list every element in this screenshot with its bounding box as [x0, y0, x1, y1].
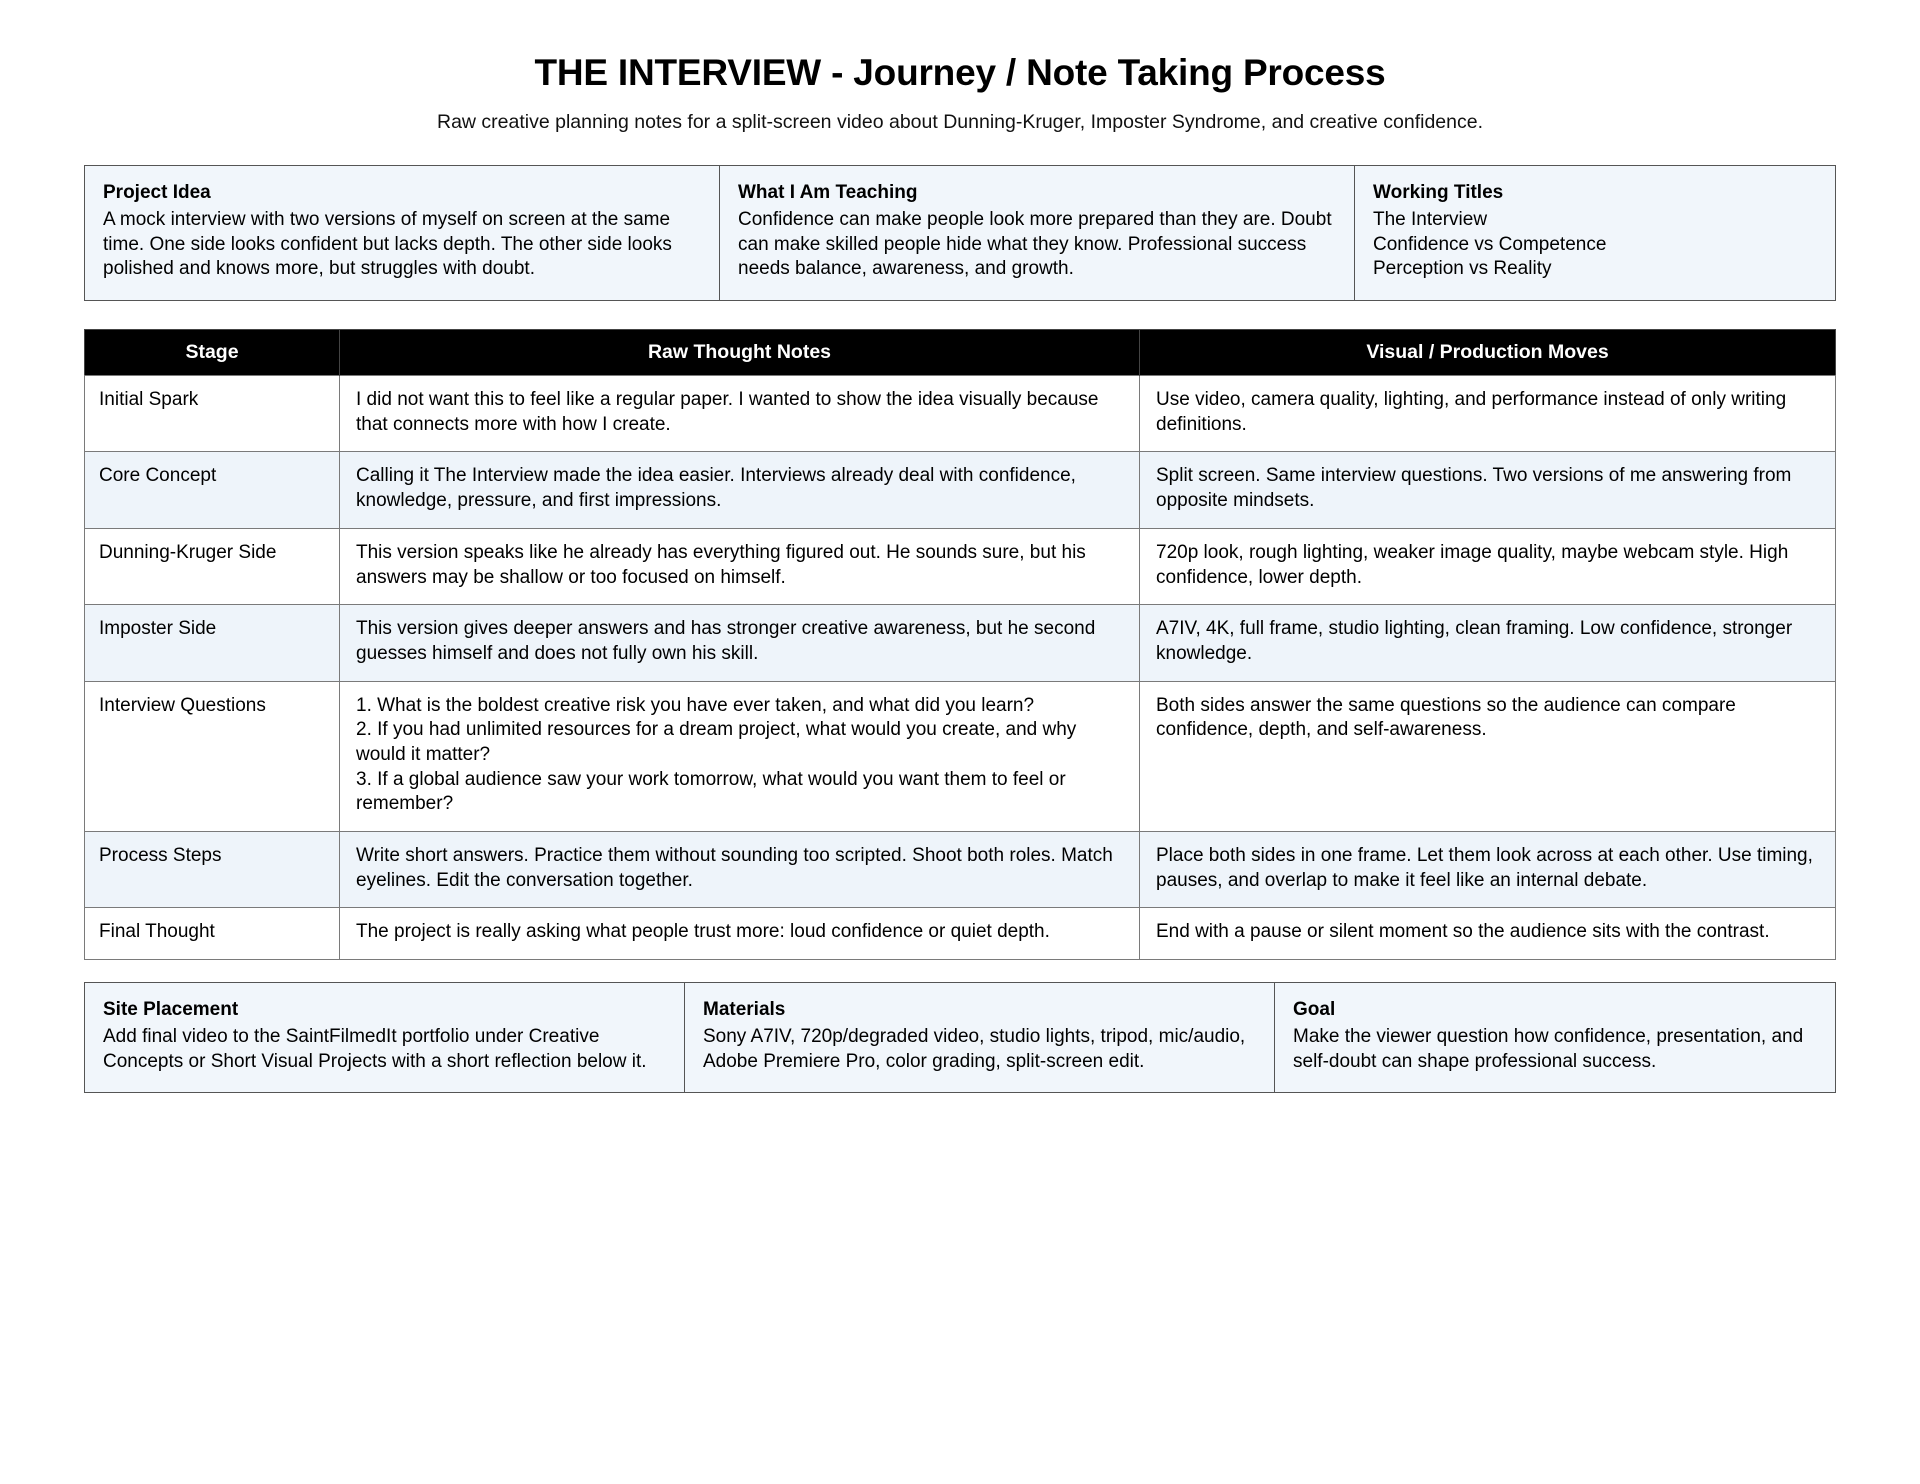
cell-visual: Both sides answer the same questions so the audience can compare confidence, depth, and self-awareness. — [1140, 681, 1836, 831]
project-idea-card — [85, 166, 720, 300]
table-row — [85, 832, 1836, 908]
working-titles-heading: Working Titles — [1373, 182, 1504, 203]
site-placement-body: Add final video to the SaintFilmedIt portfolio under Creative Concepts or Short Visual Projects with a short reflection below it. — [103, 1026, 647, 1072]
materials-heading: Materials — [703, 999, 786, 1021]
working-title-item: Confidence vs Competence — [1373, 233, 1607, 255]
table-row — [85, 528, 1836, 604]
cell-stage: Final Thought — [85, 908, 340, 960]
table-row — [85, 605, 1836, 681]
working-title-item: The Interview — [1373, 209, 1488, 230]
goal-body: Make the viewer question how confidence, presentation, and self-doubt can shape professional success. — [1293, 1026, 1804, 1072]
cell-stage: Imposter Side — [85, 605, 340, 681]
page-title: THE INTERVIEW - Journey / Note Taking Process — [534, 52, 1386, 93]
cell-notes: The project is really asking what people trust more: loud confidence or quiet depth. — [340, 908, 1140, 960]
notes-table — [84, 329, 1836, 960]
column-header-stage: Stage — [85, 330, 340, 376]
cell-visual: 720p look, rough lighting, weaker image quality, maybe webcam style. High confidence, lower depth. — [1140, 528, 1836, 604]
question-line: 1. What is the boldest creative risk you have ever taken, and what did you learn? — [356, 694, 1035, 716]
table-header-row — [85, 330, 1836, 376]
goal-card — [1275, 983, 1835, 1092]
cell-notes: I did not want this to feel like a regular paper. I wanted to show the idea visually because that connects more with how I create. — [340, 376, 1140, 452]
cell-notes: Calling it The Interview made the idea easier. Interviews already deal with confidence, knowledge, pressure, and first impressions. — [340, 452, 1140, 528]
project-idea-heading: Project Idea — [103, 182, 211, 203]
table-row — [85, 452, 1836, 528]
question-line: 2. If you had unlimited resources for a dream project, what would you create, and why would it matter? — [356, 719, 1077, 765]
table-row — [85, 376, 1836, 452]
cell-stage: Interview Questions — [85, 681, 340, 831]
site-placement-card — [85, 983, 685, 1092]
cell-visual: A7IV, 4K, full frame, studio lighting, clean framing. Low confidence, stronger knowledge. — [1140, 605, 1836, 681]
column-header-visual: Visual / Production Moves — [1140, 330, 1836, 376]
cell-stage: Initial Spark — [85, 376, 340, 452]
project-idea-body: A mock interview with two versions of myself on screen at the same time. One side looks confident but lacks depth. The other side looks polished and knows more, but struggles with doubt. — [103, 209, 672, 280]
materials-card — [685, 983, 1275, 1092]
cell-visual: End with a pause or silent moment so the audience sits with the contrast. — [1140, 908, 1836, 960]
summary-band-bottom — [84, 982, 1836, 1093]
goal-heading: Goal — [1293, 999, 1336, 1021]
cell-notes: This version gives deeper answers and has stronger creative awareness, but he second guesses himself and does not fully own his skill. — [340, 605, 1140, 681]
cell-visual: Split screen. Same interview questions. Two versions of me answering from opposite mindsets. — [1140, 452, 1836, 528]
working-titles-list — [1373, 208, 1817, 282]
cell-notes — [340, 681, 1140, 831]
working-title-item: Perception vs Reality — [1373, 258, 1552, 280]
cell-stage: Process Steps — [85, 832, 340, 908]
summary-band-top — [84, 165, 1836, 301]
cell-notes: Write short answers. Practice them without sounding too scripted. Shoot both roles. Match eyelines. Edit the conversation together. — [340, 832, 1140, 908]
working-titles-card — [1355, 166, 1835, 300]
teaching-card — [720, 166, 1355, 300]
teaching-body: Confidence can make people look more prepared than they are. Doubt can make skilled people hide what they know. Professional success needs balance, awareness, and growth. — [738, 209, 1332, 280]
cell-notes: This version speaks like he already has everything figured out. He sounds sure, but his answers may be shallow or too focused on himself. — [340, 528, 1140, 604]
column-header-notes: Raw Thought Notes — [340, 330, 1140, 376]
page-subtitle: Raw creative planning notes for a split-screen video about Dunning-Kruger, Imposter Syndrome, and creative confidence. — [437, 111, 1483, 133]
cell-visual: Place both sides in one frame. Let them look across at each other. Use timing, pauses, and overlap to make it feel like an internal debate. — [1140, 832, 1836, 908]
question-line: 3. If a global audience saw your work tomorrow, what would you want them to feel or remember? — [356, 768, 1066, 815]
cell-visual: Use video, camera quality, lighting, and performance instead of only writing definitions. — [1140, 376, 1836, 452]
materials-body: Sony A7IV, 720p/degraded video, studio lights, tripod, mic/audio, Adobe Premiere Pro, color grading, split-screen edit. — [703, 1026, 1246, 1072]
table-row — [85, 908, 1836, 960]
table-row — [85, 681, 1836, 831]
cell-stage: Core Concept — [85, 452, 340, 528]
cell-stage: Dunning-Kruger Side — [85, 528, 340, 604]
site-placement-heading: Site Placement — [103, 999, 239, 1021]
teaching-heading: What I Am Teaching — [738, 182, 918, 203]
